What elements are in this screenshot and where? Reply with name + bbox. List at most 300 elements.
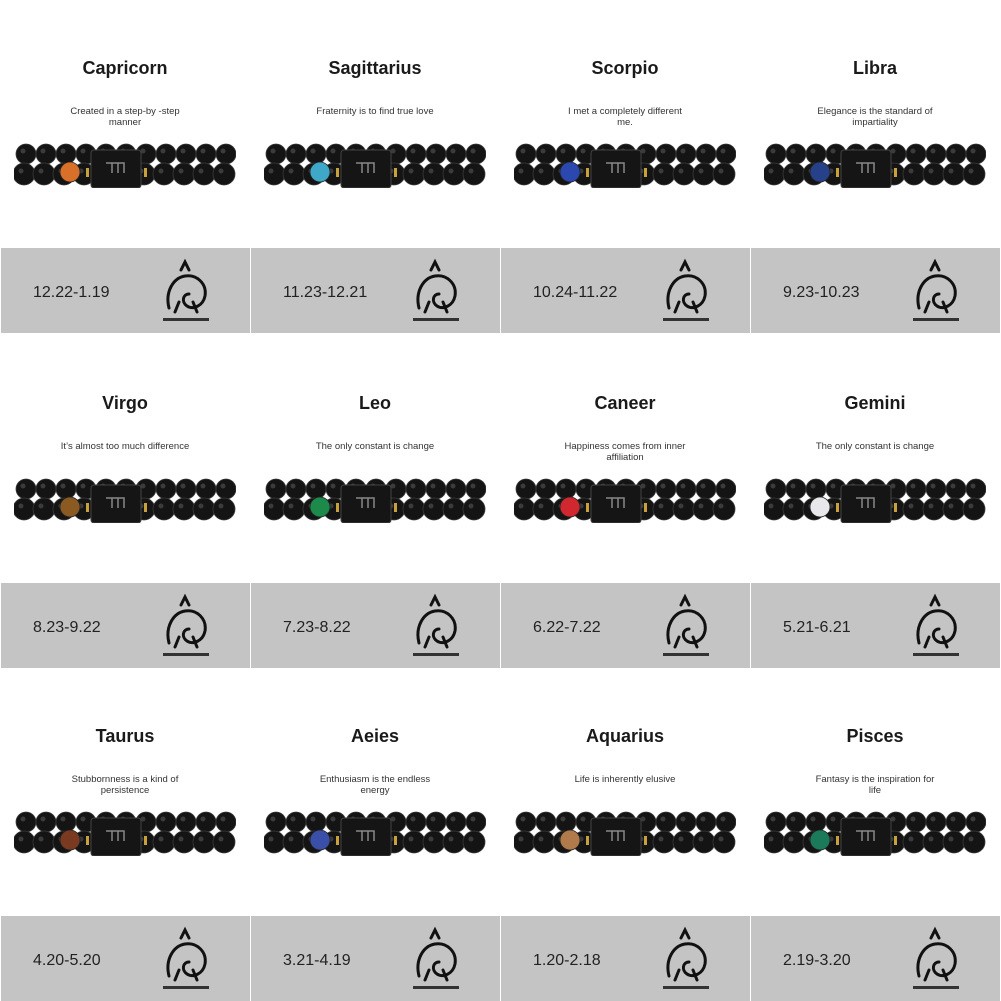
black-bead (806, 479, 826, 499)
black-bead (443, 831, 465, 853)
bead-highlight (311, 149, 316, 154)
bracelet-image (14, 138, 236, 188)
product-panel (500, 335, 750, 583)
bead-highlight (519, 837, 524, 842)
bead-highlight (931, 484, 936, 489)
bead-highlight (971, 484, 976, 489)
bead-highlight (789, 169, 794, 174)
zodiac-cell (750, 668, 1000, 1001)
zodiac-charm-block (341, 150, 391, 188)
bead-highlight (161, 484, 166, 489)
black-bead (764, 498, 785, 520)
date-panel (750, 248, 1000, 333)
zodiac-cell (0, 0, 250, 333)
bead-highlight (199, 504, 204, 509)
bead-highlight (909, 504, 914, 509)
black-bead (533, 163, 555, 185)
black-bead (403, 163, 425, 185)
zodiac-symbol-drawing (901, 256, 973, 328)
black-bead (676, 812, 696, 832)
bead-highlight (289, 837, 294, 842)
black-bead (926, 812, 946, 832)
bracelet-image (264, 806, 486, 856)
black-bead (514, 831, 535, 853)
black-bead (966, 479, 986, 499)
zodiac-symbol-drawing (901, 924, 973, 996)
black-bead (764, 163, 785, 185)
black-bead (266, 144, 286, 164)
bead-highlight (951, 484, 956, 489)
bead-highlight (679, 504, 684, 509)
black-bead (783, 831, 805, 853)
gold-spacer (644, 168, 647, 177)
date-range: 10.24-11.22 (533, 284, 618, 301)
black-bead (156, 479, 176, 499)
bead-highlight (179, 504, 184, 509)
black-bead (286, 144, 306, 164)
bead-highlight (201, 817, 206, 822)
black-bead (406, 144, 426, 164)
bead-highlight (581, 817, 586, 822)
black-bead (946, 144, 966, 164)
black-bead (943, 498, 965, 520)
black-bead (903, 498, 925, 520)
bead-highlight (931, 149, 936, 154)
bead-highlight (269, 504, 274, 509)
symbol-caption-bar (163, 653, 209, 656)
gold-spacer (836, 836, 839, 845)
bead-highlight (541, 484, 546, 489)
sign-tagline: It’s almost too much difference (60, 441, 190, 452)
bead-highlight (659, 504, 664, 509)
gold-spacer (144, 836, 147, 845)
black-bead (963, 163, 985, 185)
gold-spacer (86, 503, 89, 512)
bead-highlight (831, 149, 836, 154)
bead-highlight (931, 817, 936, 822)
water-bearer-icon (651, 924, 723, 996)
bead-highlight (721, 149, 726, 154)
bead-highlight (291, 817, 296, 822)
sign-name: Caneer (594, 393, 656, 413)
zodiac-cell (0, 668, 250, 1001)
black-bead (426, 812, 446, 832)
black-bead (213, 498, 235, 520)
zodiac-charm-block (841, 485, 891, 523)
black-bead (406, 479, 426, 499)
bead-highlight (451, 817, 456, 822)
black-bead (56, 812, 76, 832)
gold-spacer (144, 168, 147, 177)
black-bead (963, 831, 985, 853)
bead-highlight (519, 169, 524, 174)
bead-highlight (769, 504, 774, 509)
symbol-caption-bar (413, 318, 459, 321)
sign-tagline: The only constant is change (815, 441, 935, 452)
symbol-caption-bar (163, 986, 209, 989)
bead-highlight (159, 169, 164, 174)
bead-highlight (791, 484, 796, 489)
bead-highlight (331, 149, 336, 154)
date-panel (250, 248, 500, 333)
zodiac-symbol-drawing (651, 256, 723, 328)
sign-name: Libra (852, 58, 897, 78)
black-bead (923, 163, 945, 185)
date-range: 1.20-2.18 (533, 952, 601, 969)
gem-stone-bead (60, 497, 80, 517)
black-bead (786, 812, 806, 832)
zodiac-symbol-drawing (151, 256, 223, 328)
sign-tagline: The only constant is change (315, 441, 435, 452)
bead-highlight (179, 169, 184, 174)
bead-highlight (561, 817, 566, 822)
black-bead (906, 479, 926, 499)
gem-stone-bead (60, 830, 80, 850)
lion-icon (401, 591, 473, 663)
black-bead (656, 479, 676, 499)
bead-highlight (791, 149, 796, 154)
bead-highlight (181, 484, 186, 489)
symbol-caption-bar (163, 318, 209, 321)
black-bead (446, 479, 466, 499)
gold-spacer (394, 168, 397, 177)
black-bead (766, 479, 786, 499)
bead-highlight (699, 504, 704, 509)
bead-highlight (21, 149, 26, 154)
bracelet-image (764, 473, 986, 523)
black-bead (176, 812, 196, 832)
bead-highlight (769, 169, 774, 174)
black-bead (693, 163, 715, 185)
bead-highlight (469, 837, 474, 842)
black-bead (946, 812, 966, 832)
bead-highlight (539, 837, 544, 842)
date-panel (750, 916, 1000, 1001)
date-range: 7.23-8.22 (283, 619, 351, 636)
zodiac-figure-outline (168, 262, 205, 312)
bead-highlight (451, 484, 456, 489)
bead-highlight (431, 149, 436, 154)
bead-highlight (719, 504, 724, 509)
bead-highlight (949, 837, 954, 842)
bead-highlight (911, 484, 916, 489)
black-bead (766, 812, 786, 832)
bead-highlight (269, 837, 274, 842)
ram-icon (401, 924, 473, 996)
black-bead (516, 479, 536, 499)
product-panel (250, 335, 500, 583)
black-bead (14, 163, 35, 185)
black-bead (16, 812, 36, 832)
bead-highlight (929, 169, 934, 174)
crab-icon (651, 591, 723, 663)
bead-highlight (199, 837, 204, 842)
bead-highlight (969, 837, 974, 842)
black-bead (764, 831, 785, 853)
gold-spacer (894, 168, 897, 177)
bead-highlight (219, 837, 224, 842)
gold-spacer (586, 503, 589, 512)
scales-icon (901, 256, 973, 328)
bead-highlight (449, 504, 454, 509)
date-panel (250, 916, 500, 1001)
bead-highlight (951, 817, 956, 822)
date-panel (500, 583, 750, 668)
black-bead (403, 831, 425, 853)
black-bead (426, 479, 446, 499)
date-panel (0, 248, 250, 333)
black-bead (533, 498, 555, 520)
black-bead (173, 163, 195, 185)
black-bead (153, 163, 175, 185)
black-bead (926, 144, 946, 164)
bead-highlight (521, 149, 526, 154)
bead-highlight (221, 817, 226, 822)
date-range: 6.22-7.22 (533, 619, 601, 636)
black-bead (36, 812, 56, 832)
bead-highlight (81, 484, 86, 489)
bead-highlight (19, 837, 24, 842)
gold-spacer (394, 836, 397, 845)
zodiac-charm-block (91, 818, 141, 856)
bead-highlight (561, 149, 566, 154)
black-bead (14, 498, 35, 520)
bead-highlight (831, 484, 836, 489)
black-bead (966, 144, 986, 164)
black-bead (33, 163, 55, 185)
product-panel (750, 335, 1000, 583)
symbol-caption-bar (413, 986, 459, 989)
bead-highlight (429, 504, 434, 509)
gem-stone-bead (60, 162, 80, 182)
zodiac-symbol-drawing (651, 924, 723, 996)
bead-highlight (679, 837, 684, 842)
black-bead (713, 498, 735, 520)
bead-highlight (81, 149, 86, 154)
black-bead (56, 144, 76, 164)
bracelet-image (514, 806, 736, 856)
sign-tagline: Elegance is the standard of impartiality (817, 106, 933, 128)
bead-highlight (19, 169, 24, 174)
bead-highlight (661, 817, 666, 822)
gold-spacer (644, 503, 647, 512)
black-bead (16, 144, 36, 164)
zodiac-charm-block (591, 818, 641, 856)
zodiac-figure-outline (418, 930, 455, 980)
goat-icon (151, 256, 223, 328)
bead-highlight (411, 817, 416, 822)
bead-highlight (811, 149, 816, 154)
zodiac-symbol-drawing (901, 591, 973, 663)
black-bead (716, 479, 736, 499)
date-panel (0, 916, 250, 1001)
bead-highlight (61, 817, 66, 822)
sign-name: Gemini (844, 393, 906, 413)
gem-stone-bead (560, 497, 580, 517)
bead-highlight (681, 484, 686, 489)
zodiac-symbol-drawing (401, 591, 473, 663)
gem-stone-bead (560, 830, 580, 850)
gold-spacer (336, 836, 339, 845)
black-bead (156, 144, 176, 164)
bracelet-image (764, 806, 986, 856)
gold-spacer (394, 503, 397, 512)
bead-highlight (431, 817, 436, 822)
bead-highlight (699, 837, 704, 842)
gold-spacer (144, 503, 147, 512)
bead-highlight (289, 169, 294, 174)
bead-highlight (21, 484, 26, 489)
bead-highlight (719, 169, 724, 174)
black-bead (696, 144, 716, 164)
zodiac-figure-outline (918, 597, 955, 647)
bull-icon (151, 924, 223, 996)
black-bead (903, 831, 925, 853)
date-panel (500, 248, 750, 333)
black-bead (783, 163, 805, 185)
zodiac-figure-outline (418, 597, 455, 647)
sign-name: Virgo (102, 393, 148, 413)
black-bead (653, 163, 675, 185)
bracelet-image (14, 473, 236, 523)
product-panel (250, 668, 500, 916)
black-bead (406, 812, 426, 832)
black-bead (676, 479, 696, 499)
black-bead (466, 144, 486, 164)
zodiac-cell (750, 0, 1000, 333)
gold-spacer (586, 168, 589, 177)
zodiac-symbol-drawing (151, 591, 223, 663)
date-panel (500, 916, 750, 1001)
bead-highlight (41, 149, 46, 154)
bead-highlight (701, 817, 706, 822)
black-bead (264, 831, 285, 853)
sign-tagline: Happiness comes from inner affiliation (564, 441, 686, 463)
bracelet-image (514, 473, 736, 523)
bead-highlight (199, 169, 204, 174)
black-bead (906, 812, 926, 832)
black-bead (33, 831, 55, 853)
bead-highlight (581, 149, 586, 154)
gem-stone-bead (810, 830, 830, 850)
bead-highlight (539, 169, 544, 174)
bead-highlight (929, 504, 934, 509)
zodiac-cell (500, 335, 750, 668)
sign-name: Taurus (95, 726, 155, 746)
black-bead (766, 144, 786, 164)
bead-highlight (269, 169, 274, 174)
black-bead (556, 479, 576, 499)
black-bead (653, 831, 675, 853)
date-range: 5.21-6.21 (783, 619, 851, 636)
black-bead (173, 831, 195, 853)
black-bead (463, 831, 485, 853)
zodiac-figure-outline (668, 262, 705, 312)
bead-highlight (969, 169, 974, 174)
sign-tagline: I met a completely different me. (568, 106, 682, 128)
date-range: 8.23-9.22 (33, 619, 101, 636)
gold-spacer (836, 503, 839, 512)
bead-highlight (681, 817, 686, 822)
black-bead (286, 479, 306, 499)
bead-highlight (719, 837, 724, 842)
bead-highlight (469, 504, 474, 509)
black-bead (653, 498, 675, 520)
bead-highlight (41, 484, 46, 489)
black-bead (556, 144, 576, 164)
bead-highlight (39, 837, 44, 842)
bead-highlight (581, 484, 586, 489)
black-bead (786, 144, 806, 164)
bead-highlight (539, 504, 544, 509)
date-panel (250, 583, 500, 668)
black-bead (193, 831, 215, 853)
bead-highlight (449, 169, 454, 174)
zodiac-cell (250, 335, 500, 668)
gold-spacer (836, 168, 839, 177)
black-bead (443, 163, 465, 185)
zodiac-figure-outline (668, 930, 705, 980)
bead-highlight (971, 149, 976, 154)
bead-highlight (721, 484, 726, 489)
zodiac-cell (250, 668, 500, 1001)
black-bead (673, 831, 695, 853)
bead-highlight (789, 837, 794, 842)
black-bead (423, 498, 445, 520)
bead-highlight (659, 169, 664, 174)
black-bead (306, 479, 326, 499)
bead-highlight (201, 484, 206, 489)
black-bead (906, 144, 926, 164)
black-bead (196, 479, 216, 499)
bead-highlight (429, 837, 434, 842)
black-bead (173, 498, 195, 520)
black-bead (213, 831, 235, 853)
black-bead (923, 498, 945, 520)
product-panel (750, 668, 1000, 916)
product-panel (0, 0, 250, 248)
black-bead (516, 812, 536, 832)
bead-highlight (61, 149, 66, 154)
black-bead (16, 479, 36, 499)
symbol-caption-bar (663, 318, 709, 321)
bead-highlight (179, 837, 184, 842)
bead-highlight (271, 817, 276, 822)
bead-highlight (681, 149, 686, 154)
gold-spacer (586, 836, 589, 845)
black-bead (176, 479, 196, 499)
zodiac-figure-outline (168, 597, 205, 647)
zodiac-figure-outline (918, 262, 955, 312)
bead-highlight (409, 837, 414, 842)
bead-highlight (39, 169, 44, 174)
bead-highlight (409, 504, 414, 509)
sign-name: Scorpio (591, 58, 659, 78)
bead-highlight (679, 169, 684, 174)
gold-spacer (894, 836, 897, 845)
gold-spacer (336, 503, 339, 512)
bead-highlight (221, 484, 226, 489)
bead-highlight (659, 837, 664, 842)
bead-highlight (271, 484, 276, 489)
gold-spacer (336, 168, 339, 177)
bead-highlight (811, 817, 816, 822)
bead-highlight (949, 504, 954, 509)
gem-stone-bead (810, 497, 830, 517)
bead-highlight (831, 817, 836, 822)
black-bead (264, 163, 285, 185)
gem-stone-bead (310, 162, 330, 182)
